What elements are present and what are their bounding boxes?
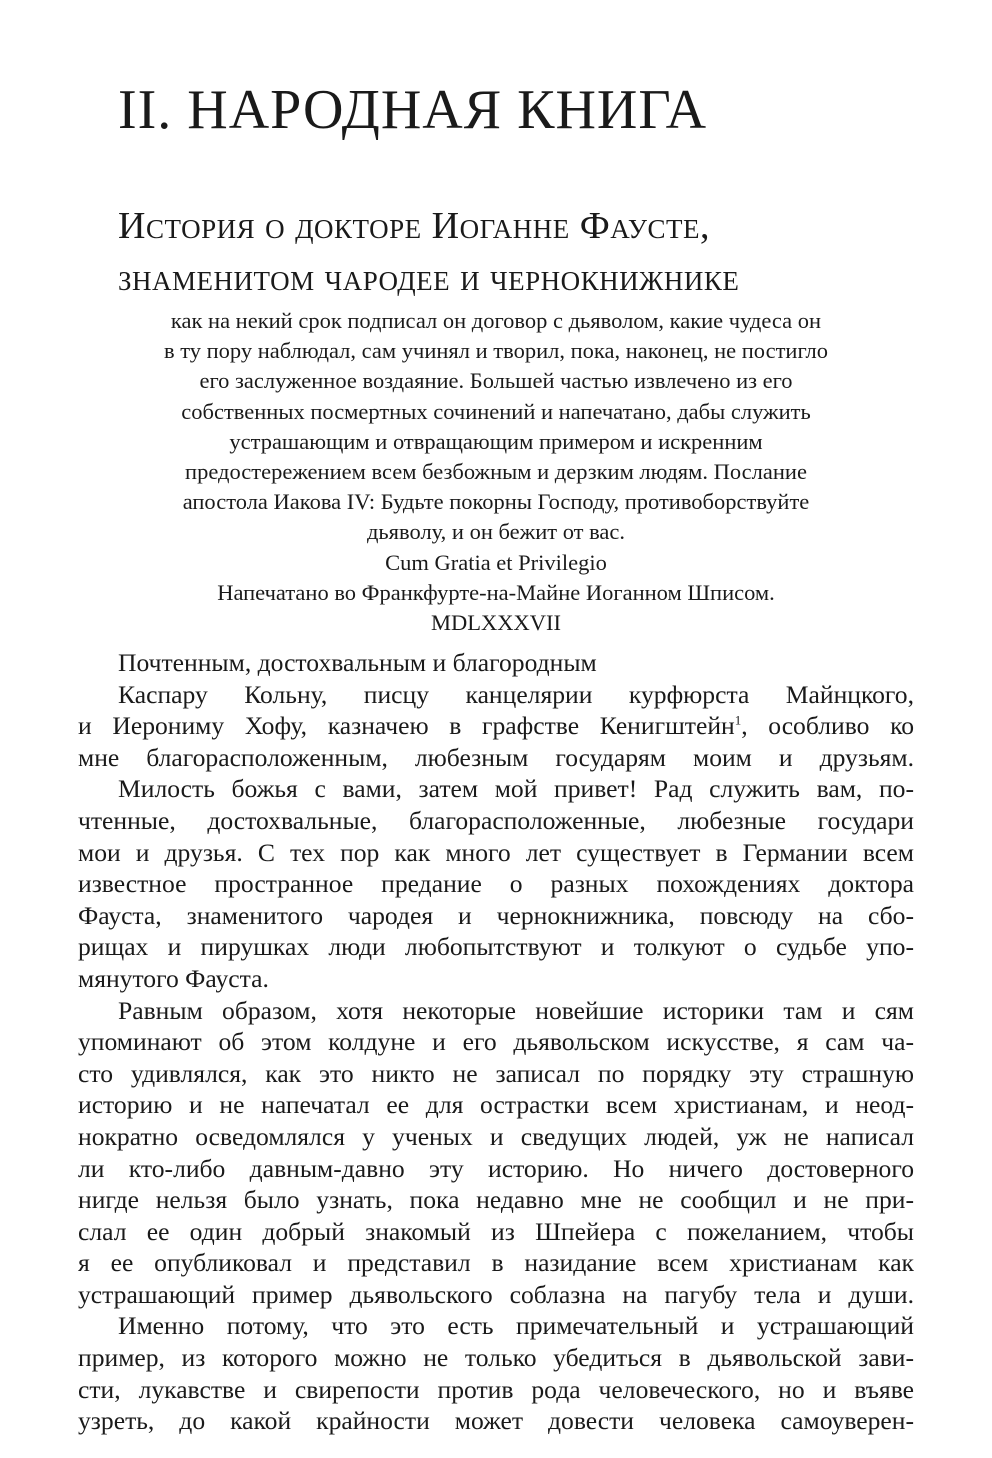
preface-line: собственных посмертных сочинений и напечатано, дабы служить — [181, 398, 811, 424]
subtitle-line: знаменитом чародее и чернокнижнике — [118, 257, 740, 299]
paragraph-line: устрашающий пример дьявольского соблазна на пагубу тела и души. — [78, 1279, 914, 1309]
dedication-line: Каспару Кольну, писцу канцелярии курфюрста Майнцкого, — [118, 679, 914, 709]
paragraph-line: Именно потому, что это есть примечательный и устрашающий — [118, 1311, 914, 1341]
preface-line: апостола Иакова IV: Будьте покорны Господу, противоборствуйте — [182, 489, 810, 515]
imprint-line: Напечатано во Франкфурте-на-Майне Иоганном Шписом. — [217, 579, 775, 605]
paragraph-line: мои и друзья. С тех пор как много лет существует в Германии всем — [78, 837, 914, 867]
paragraph-line: историю и не напечатал ее для острастки всем христианам, и неод- — [78, 1090, 914, 1120]
paragraph-line: Милость божья с вами, затем мой привет! Рад служить вам, по- — [118, 774, 914, 804]
preface-line: в ту пору наблюдал, сам учинял и творил, пока, наконец, не постигло — [163, 338, 829, 364]
footnote-marker: 1 — [734, 712, 742, 728]
privilege-line: Cum Gratia et Privilegio — [385, 549, 607, 575]
dedication-line: мне благорасположенным, любезным государям моим и друзьям. — [78, 742, 914, 772]
chapter-title: II. НАРОДНАЯ КНИГА — [118, 79, 708, 141]
preface-line: как на некий срок подписал он договор с дьяволом, какие чудеса он — [170, 308, 822, 333]
text-run: , особливо ко — [741, 711, 914, 741]
paragraph-line: нигде нельзя было узнать, пока недавно мне не сообщил и не при- — [78, 1185, 914, 1215]
preface-line: устрашающим и отвращающим примером и искренним — [229, 428, 763, 454]
paragraph-line: пример, из которого можно не только убедиться в дьявольской зави- — [78, 1343, 914, 1373]
paragraph-line: Равным образом, хотя некоторые новейшие историки там и сям — [118, 995, 914, 1025]
paragraph-line: чтенные, достохвальные, благорасположенные, любезные государи — [78, 805, 914, 835]
year-line: MDLXXXVII — [431, 610, 561, 636]
subtitle-line: История о докторе Иоганне Фаусте, — [118, 205, 711, 247]
paragraph-line: слал ее один добрый знакомый из Шпейера с пожеланием, чтобы — [78, 1216, 914, 1246]
preface-line: предостережением всем безбожным и дерзким людям. Послание — [185, 459, 807, 485]
title-page-preface — [100, 306, 892, 638]
paragraph-line: мянутого Фауста. — [78, 963, 269, 993]
preface-line: его заслуженное воздаяние. Большей частью извлечено из его — [199, 368, 793, 394]
paragraph-line: узреть, до какой крайности может довести человека самоуверен- — [78, 1406, 914, 1436]
section-subtitle — [118, 200, 739, 304]
paragraph-line: рищах и пирушках люди любопытствуют и толкуют о судьбе упо- — [78, 932, 914, 962]
paragraph-line: сто удивлялся, как это никто не записал по порядку эту страшную — [78, 1058, 914, 1088]
dedication-line: Почтенным, достохвальным и благородным — [118, 648, 597, 677]
paragraph-line: нократно осведомлялся у ученых и сведущих людей, уж не написал — [78, 1121, 914, 1151]
text-run: и Иерониму Хофу, казначею в графстве Кенигштейн — [78, 711, 735, 741]
paragraph-line: известное пространное предание о разных похождениях доктора — [78, 869, 914, 899]
body-text — [78, 647, 914, 1437]
dedication-line — [78, 710, 914, 742]
paragraph-line: упоминают об этом колдуне и его дьявольском искусстве, я сам ча- — [78, 1027, 914, 1057]
paragraph-line: Фауста, знаменитого чародея и чернокнижника, повсюду на сбо- — [78, 900, 914, 930]
paragraph-line: сти, лукавстве и свирепости против рода человеческого, но и въяве — [78, 1374, 914, 1404]
paragraph-line: я ее опубликовал и представил в назидание всем христианам как — [78, 1248, 914, 1278]
paragraph-line: ли кто-либо давным-давно эту историю. Но ничего достоверного — [78, 1153, 914, 1183]
preface-line: дьяволу, и он бежит от вас. — [366, 519, 626, 545]
